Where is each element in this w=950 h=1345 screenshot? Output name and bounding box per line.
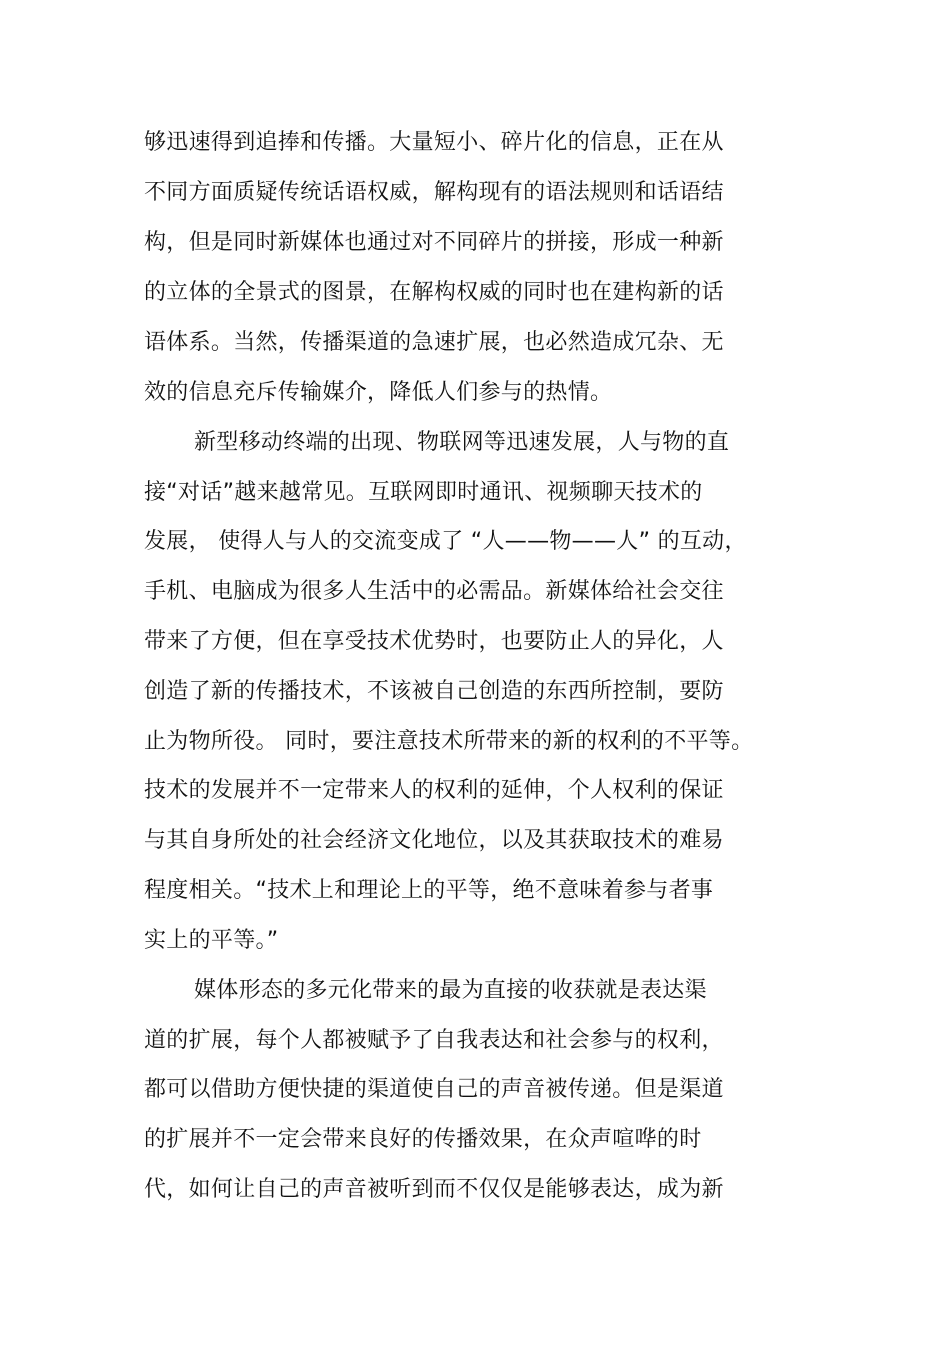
text-line: 带来了方便，但在享受技术优势时，也要防止人的异化，人 — [144, 629, 724, 654]
text-line: 手机、电脑成为很多人生活中的必需品。新媒体给社会交往 — [144, 579, 724, 604]
text-line: 语体系。当然，传播渠道的急速扩展，也必然造成冗杂、无 — [144, 330, 724, 355]
paragraph-first-line: 新型移动终端的出现、物联网等迅速发展，人与物的直 — [194, 430, 730, 455]
text-line: 技术的发展并不一定带来人的权利的延伸，个人权利的保证 — [144, 778, 724, 803]
text-line: 程度相关。“技术上和理论上的平等，绝不意味着参与者事 — [144, 878, 714, 903]
text-line: 的立体的全景式的图景，在解构权威的同时也在建构新的话 — [144, 280, 724, 305]
text-line: 创造了新的传播技术，不该被自己创造的东西所控制，要防 — [144, 679, 724, 704]
text-line: 都可以借助方便快捷的渠道使自己的声音被传递。但是渠道 — [144, 1077, 724, 1102]
text-line: 道的扩展，每个人都被赋予了自我表达和社会参与的权利， — [144, 1028, 724, 1053]
text-line: 接“对话”越来越常见。互联网即时通讯、视频聊天技术的 — [144, 480, 703, 505]
text-line: 的扩展并不一定会带来良好的传播效果，在众声喧哗的时 — [144, 1127, 702, 1152]
text-line: 不同方面质疑传统话语权威，解构现有的语法规则和话语结 — [144, 180, 724, 205]
text-line: 止为物所役。 同时，要注意技术所带来的新的权利的不平等。 — [144, 729, 754, 754]
text-line: 效的信息充斥传输媒介，降低人们参与的热情。 — [144, 380, 613, 405]
text-line: 与其自身所处的社会经济文化地位，以及其获取技术的难易 — [144, 828, 724, 853]
text-line: 构，但是同时新媒体也通过对不同碎片的拼接，形成一种新 — [144, 230, 724, 255]
text-line: 代，如何让自己的声音被听到而不仅仅是能够表达，成为新 — [144, 1177, 724, 1202]
text-line: 够迅速得到追捧和传播。大量短小、碎片化的信息，正在从 — [144, 130, 724, 155]
text-line: 实上的平等。” — [144, 928, 279, 953]
paragraph-first-line: 媒体形态的多元化带来的最为直接的收获就是表达渠 — [194, 978, 707, 1003]
text-line: 发展， 使得人与人的交流变成了 “人——物——人” 的互动， — [144, 529, 747, 554]
